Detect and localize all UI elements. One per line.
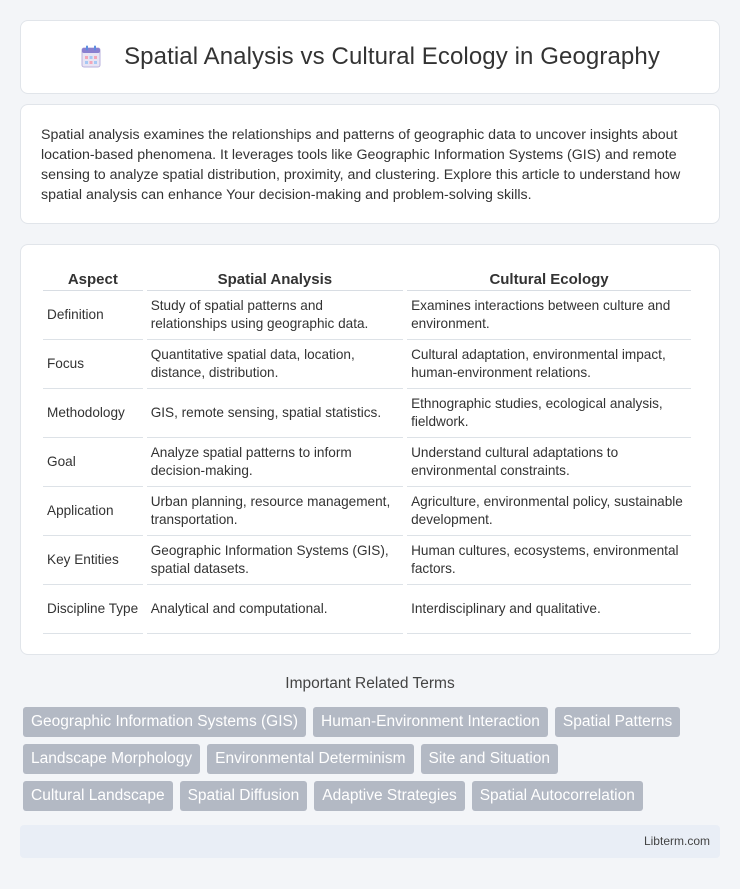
tag-cultural-landscape[interactable]: Cultural Landscape	[23, 781, 173, 811]
row-spatial: Geographic Information Systems (GIS), spatial datasets.	[147, 536, 403, 585]
tag-spatial-patterns[interactable]: Spatial Patterns	[555, 707, 680, 737]
row-cultural: Cultural adaptation, environmental impact, human-environment relations.	[407, 340, 691, 389]
table-row	[43, 340, 691, 389]
row-aspect: Key Entities	[43, 536, 143, 585]
title-card	[20, 20, 720, 94]
document-icon	[80, 45, 102, 69]
row-spatial: Urban planning, resource management, transportation.	[147, 487, 403, 536]
row-cultural: Human cultures, ecosystems, environmental factors.	[407, 536, 691, 585]
table-row	[43, 487, 691, 536]
tag-row	[23, 744, 723, 774]
row-aspect: Discipline Type	[43, 585, 143, 634]
footer	[20, 825, 720, 858]
row-spatial: Analytical and computational.	[147, 585, 403, 634]
header-aspect: Aspect	[43, 267, 143, 291]
table-header-row	[43, 267, 691, 291]
row-spatial: Quantitative spatial data, location, distance, distribution.	[147, 340, 403, 389]
tag-adaptive-strategies[interactable]: Adaptive Strategies	[314, 781, 464, 811]
tag-geographic-information-systems[interactable]: Geographic Information Systems (GIS)	[23, 707, 306, 737]
tag-row	[23, 707, 723, 737]
table-row	[43, 585, 691, 634]
tag-spatial-diffusion[interactable]: Spatial Diffusion	[180, 781, 308, 811]
tag-human-environment-interaction[interactable]: Human-Environment Interaction	[313, 707, 548, 737]
row-aspect: Definition	[43, 291, 143, 340]
row-aspect: Methodology	[43, 389, 143, 438]
row-cultural: Understand cultural adaptations to environmental constraints.	[407, 438, 691, 487]
row-cultural: Agriculture, environmental policy, sustainable development.	[407, 487, 691, 536]
tag-landscape-morphology[interactable]: Landscape Morphology	[23, 744, 200, 774]
row-aspect: Application	[43, 487, 143, 536]
header-spatial-analysis: Spatial Analysis	[147, 267, 403, 291]
row-spatial: Analyze spatial patterns to inform decision-making.	[147, 438, 403, 487]
row-cultural: Examines interactions between culture and environment.	[407, 291, 691, 340]
related-terms-title: Important Related Terms	[285, 675, 455, 692]
tag-row	[23, 781, 723, 811]
row-aspect: Focus	[43, 340, 143, 389]
tag-site-and-situation[interactable]: Site and Situation	[421, 744, 559, 774]
intro-card	[20, 104, 720, 224]
comparison-table	[39, 267, 695, 634]
intro-text: Spatial analysis examines the relationships and patterns of geographic data to uncover insights about location-based phenomena. It leverages tools like Geographic Information Systems (GIS) and remote sensing to analyze spatial distribution, proximity, and clustering. Explore this article to understand how spatial analysis can enhance Your decision-making and problem-solving skills.	[41, 127, 681, 203]
comparison-table-card	[20, 244, 720, 655]
row-aspect: Goal	[43, 438, 143, 487]
row-cultural: Interdisciplinary and qualitative.	[407, 585, 691, 634]
tag-environmental-determinism[interactable]: Environmental Determinism	[207, 744, 413, 774]
table-row	[43, 438, 691, 487]
table-row	[43, 291, 691, 340]
table-row	[43, 389, 691, 438]
header-cultural-ecology: Cultural Ecology	[407, 267, 691, 291]
row-spatial: Study of spatial patterns and relationships using geographic data.	[147, 291, 403, 340]
page-title: Spatial Analysis vs Cultural Ecology in Geography	[124, 43, 660, 70]
row-spatial: GIS, remote sensing, spatial statistics.	[147, 389, 403, 438]
related-terms-list	[23, 707, 723, 818]
tag-spatial-autocorrelation[interactable]: Spatial Autocorrelation	[472, 781, 643, 811]
table-row	[43, 536, 691, 585]
row-cultural: Ethnographic studies, ecological analysis, fieldwork.	[407, 389, 691, 438]
footer-site-link[interactable]: Libterm.com	[643, 834, 710, 848]
